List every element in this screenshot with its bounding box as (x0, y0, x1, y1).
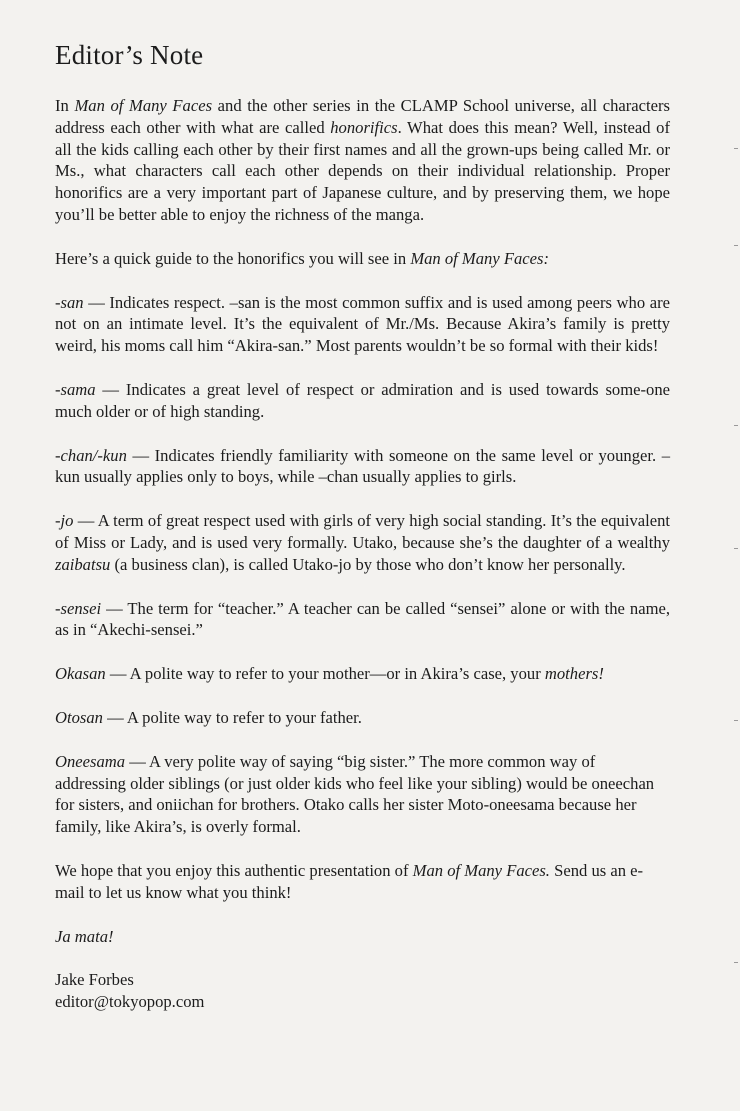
entry-sensei (55, 598, 670, 642)
farewell (55, 926, 670, 948)
entry-text: — Indicates respect. –san is the most common suffix and is used among peers who are not on an intimate level. It’s the equivalent of Mr./Ms. Because Akira’s family is pretty weird, his moms call him “Akira-san.” Most parents wouldn’t be so formal with their kids! (55, 292, 670, 356)
page-edge-mark (734, 245, 738, 246)
intro-paragraph (55, 95, 670, 226)
page-edge-mark (734, 962, 738, 963)
entry-term: -chan/-kun (55, 445, 127, 465)
signature-name: Jake Forbes (55, 970, 134, 990)
entry-okasan (55, 663, 670, 685)
entry-jo (55, 510, 670, 575)
entry-text: — A polite way to refer to your father. (102, 707, 362, 727)
entry-text: — Indicates friendly familiarity with someone on the same level or younger. –kun usually applies only to boys, while –chan usually applies to girls. (55, 445, 670, 487)
entry-term: -jo (55, 511, 74, 531)
entry-emphasis: mothers! (544, 664, 604, 684)
entry-san (55, 292, 670, 357)
entry-text: — The term for “teacher.” A teacher can be called “sensei” alone or with the name, as in “Akechi-sensei.” (55, 598, 670, 640)
page-edge-mark (734, 548, 738, 549)
entry-text: — A polite way to refer to your mother—or in Akira’s case, your (105, 664, 545, 684)
intro-text: and the other series in the CLAMP School universe, all characters address each other with what are called (55, 96, 670, 137)
entry-term: -sensei (55, 598, 102, 618)
farewell-text: Ja mata! (55, 926, 114, 946)
signature-email: editor@tokyopop.com (55, 992, 205, 1012)
page-edge-mark (734, 720, 738, 721)
intro-text: In (55, 96, 75, 115)
entry-term: Okasan (55, 664, 106, 684)
entry-chan-kun (55, 445, 670, 489)
page-title: Editor’s Note (55, 40, 204, 70)
guide-paragraph (55, 248, 670, 270)
entry-text: — A very polite way of saying “big sister.” The more common way of addressing older siblings (or just older kids who feel like your sibling) would be oneechan for sisters, and oniichan for brothers. Otako calls her sister Moto-oneesama because her family, like Akira’s, is overly formal. (55, 751, 655, 837)
page-edge-mark (734, 148, 738, 149)
entry-sama (55, 379, 670, 423)
page-edge-mark (734, 425, 738, 426)
entry-term: -san (55, 292, 84, 312)
entry-term: Oneesama (55, 751, 126, 771)
entry-oneesama (55, 751, 670, 838)
intro-text: . What does this mean? Well, instead of all the kids calling each other by their first names and all the grown-ups being called Mr. or Ms., what characters call each other depends on their individual relationship. Proper honorifics are a very important part of Japanese culture, and by preserving them, we hope you’ll be better able to enjoy the richness of the manga. (55, 117, 670, 224)
closing-text: We hope that you enjoy this authentic presentation of (55, 860, 413, 880)
zaibatsu-term: zaibatsu (55, 554, 111, 574)
book-title: Man of Many Faces: (410, 248, 550, 268)
closing-text: Send us an e-mail to let us know what you think! (55, 860, 644, 902)
entry-text: (a business clan), is called Utako-jo by those who don’t know her personally. (110, 554, 626, 574)
entry-text: — Indicates a great level of respect or admiration and is used towards some-one much older or of high standing. (55, 379, 670, 421)
honorifics-term: honorifics (330, 117, 398, 137)
book-title: Man of Many Faces. (412, 860, 550, 880)
entry-text: — A term of great respect used with girls of very high social standing. It’s the equivalent of Miss or Lady, and is used very formally. Utako, because she’s the daughter of a wealthy (55, 511, 670, 552)
guide-text: Here’s a quick guide to the honorifics you will see in (55, 248, 411, 268)
entry-term: Otosan (55, 707, 103, 727)
entry-term: -sama (55, 379, 96, 399)
book-title: Man of Many Faces (74, 96, 213, 115)
closing-paragraph (55, 860, 670, 904)
entry-otosan (55, 707, 670, 729)
